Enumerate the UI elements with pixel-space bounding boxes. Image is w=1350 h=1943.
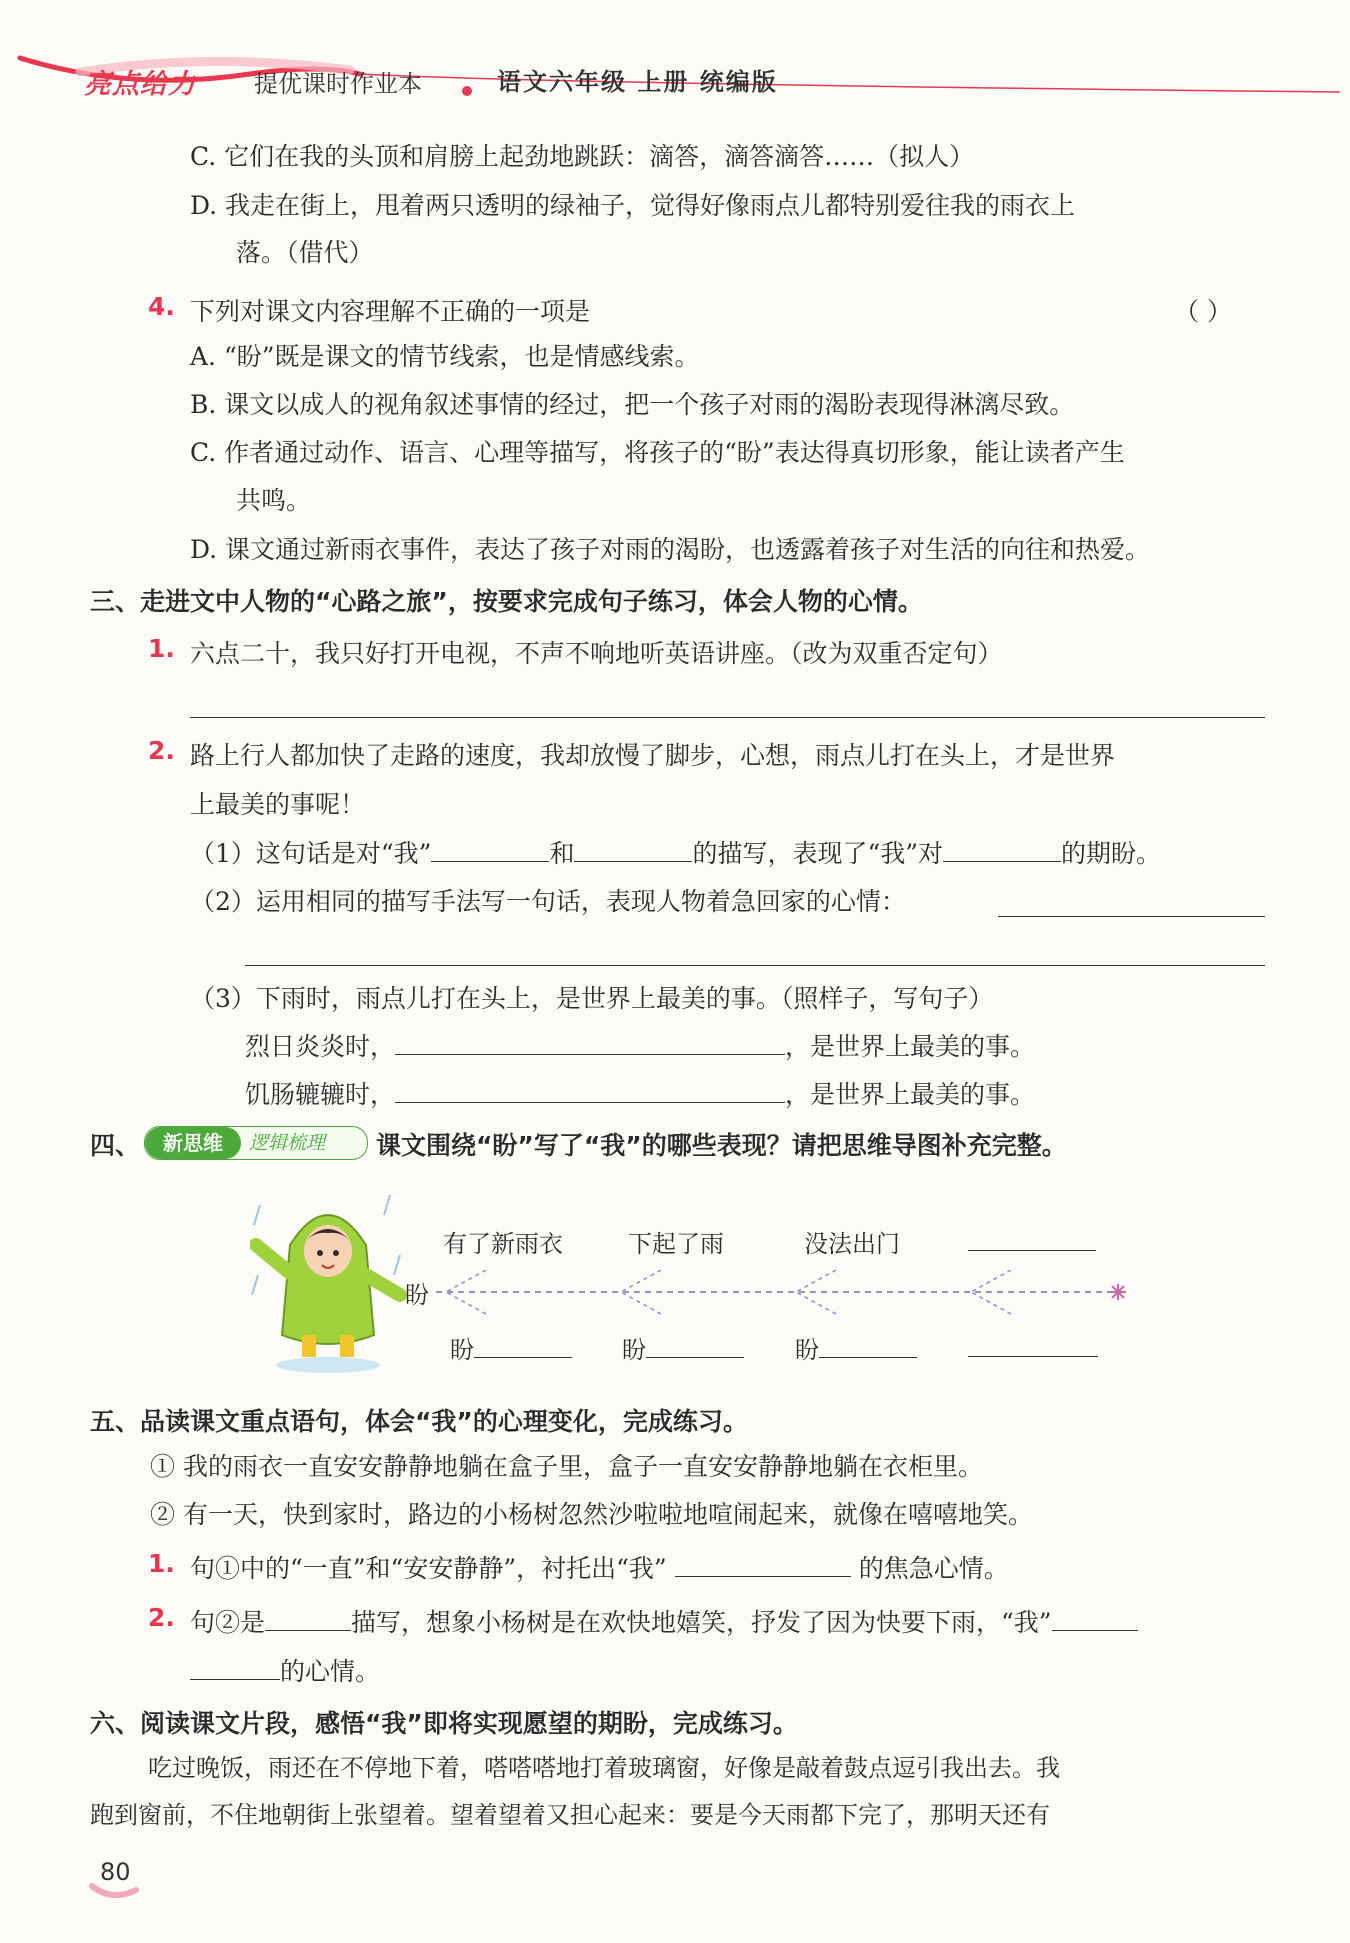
s5-q2-blank1[interactable]	[265, 1606, 351, 1631]
s3-q2-sub3-line2-start: 饥肠辘辘时，	[245, 1080, 396, 1109]
s5-q2-text-b: 描写，想象小杨树是在欢快地嬉笑，抒发了因为快要下雨，“我”	[351, 1608, 1052, 1637]
q3-option-d-line2: 落。（借代）	[236, 238, 374, 267]
s3-q2-sub3-line1	[245, 1027, 1035, 1063]
s3-q2-sub1	[190, 834, 1161, 870]
mindmap-bottom-1	[450, 1330, 572, 1365]
s5-q1-text-b: 的焦急心情。	[858, 1554, 1009, 1583]
badge-tag-label: 逻辑梳理	[249, 1132, 326, 1154]
s3-q2-text-line1: 路上行人都加快了走路的速度，我却放慢了脚步，心想，雨点儿打在头上，才是世界	[190, 741, 1116, 770]
s6-passage-line2: 跑到窗前，不住地朝街上张望着。望着望着又担心起来：要是今天雨都下完了，那明天还有	[90, 1801, 1050, 1829]
header-grade: 语文六年级 上册 统编版	[497, 68, 778, 96]
s3-q1-answer-line[interactable]	[190, 717, 1265, 718]
q4-number: 4.	[148, 292, 175, 321]
s3-q2-text-line2: 上最美的事呢！	[190, 790, 366, 819]
badge-main-label: 新思维	[145, 1127, 241, 1159]
s5-q2-text-a: 句②是	[190, 1608, 266, 1637]
q4-option-c-line2: 共鸣。	[236, 486, 312, 515]
mindmap-bottom-2	[622, 1330, 744, 1365]
s3-q2-sub1-blank3[interactable]	[943, 837, 1061, 862]
s3-q2-sub1-text-c: 的描写，表现了“我”对	[692, 839, 944, 868]
s3-q2-sub2-blank1[interactable]	[998, 916, 1265, 917]
mindmap-top-2: 下起了雨	[628, 1230, 724, 1258]
s3-q2-sub1-text-b: 和	[549, 839, 575, 868]
s3-q2-sub3-line1-start: 烈日炎炎时，	[245, 1032, 396, 1061]
s3-q2-sub3-blank2[interactable]	[395, 1078, 785, 1103]
brand-logo-text: 亮点给力	[84, 69, 196, 100]
s3-q2-sub3-line1-end: ，是世界上最美的事。	[785, 1032, 1036, 1061]
mindmap-bottom-2-blank[interactable]	[646, 1333, 744, 1358]
section-4-prefix: 四、	[90, 1131, 141, 1160]
q4-text: 下列对课文内容理解不正确的一项是	[190, 297, 591, 326]
s3-q2-sub3-blank1[interactable]	[395, 1030, 785, 1055]
s3-q2-sub3-line2-end: ，是世界上最美的事。	[785, 1080, 1036, 1109]
s5-q2-text-c: 的心情。	[280, 1657, 381, 1686]
mindmap-root: 盼	[405, 1281, 429, 1309]
s5-q2-blank2b[interactable]	[190, 1655, 280, 1680]
mindmap-bottom-4-blank[interactable]	[968, 1356, 1098, 1357]
mindmap-top-blank[interactable]	[968, 1250, 1096, 1251]
s3-q2-sub1-blank2[interactable]	[574, 837, 692, 862]
mindmap-fishbone-line	[436, 1270, 1136, 1320]
mindmap-bottom-3-blank[interactable]	[819, 1333, 917, 1358]
s3-q2-number: 2.	[148, 736, 175, 765]
s3-q2-sub3-line2	[245, 1075, 1035, 1111]
mindmap-bottom-3	[795, 1330, 917, 1365]
q3-option-c: C. 它们在我的头顶和肩膀上起劲地跳跃：滴答，滴答滴答……（拟人）	[190, 142, 975, 171]
s5-q2-number: 2.	[148, 1603, 175, 1632]
q4-option-d: D. 课文通过新雨衣事件，表达了孩子对雨的渴盼，也透露着孩子对生活的向往和热爱。	[190, 535, 1151, 564]
s3-q2-sub2-blank2[interactable]	[245, 965, 1265, 966]
s3-q1-text: 六点二十，我只好打开电视，不声不响地听英语讲座。（改为双重否定句）	[190, 639, 1003, 668]
s3-q2-sub3: （3）下雨时，雨点儿打在头上，是世界上最美的事。（照样子，写句子）	[190, 984, 994, 1013]
q4-option-b: B. 课文以成人的视角叙述事情的经过，把一个孩子对雨的渴盼表现得淋漓尽致。	[190, 390, 1075, 419]
s5-q2-text	[190, 1603, 1138, 1639]
s5-q1-text-a: 句①中的“一直”和“安安静静”，衬托出“我”	[190, 1554, 667, 1583]
s5-q1-text	[190, 1549, 1009, 1585]
q3-option-d-line1: D. 我走在街上，甩着两只透明的绿袖子，觉得好像雨点儿都特别爱往我的雨衣上	[190, 191, 1076, 220]
section-5-title: 五、品读课文重点语句，体会“我”的心理变化，完成练习。	[90, 1407, 748, 1436]
mindmap-top-3: 没法出门	[804, 1230, 900, 1258]
s5-sentence-1: ① 我的雨衣一直安安静静地躺在盒子里，盒子一直安安静静地躺在衣柜里。	[150, 1452, 983, 1481]
girl-in-raincoat-illustration	[250, 1185, 410, 1375]
s3-q1-number: 1.	[148, 634, 175, 663]
mindmap-bottom-1-label: 盼	[450, 1336, 474, 1364]
s3-q2-sub1-text-d: 的期盼。	[1061, 839, 1162, 868]
page-number: 80	[100, 1858, 131, 1886]
mindmap-top-1: 有了新雨衣	[443, 1230, 563, 1258]
section-6-title: 六、阅读课文片段，感悟“我”即将实现愿望的期盼，完成练习。	[90, 1709, 798, 1738]
header-dot	[462, 86, 472, 96]
s3-q2-sub1-text-a: （1）这句话是对“我”	[190, 839, 432, 868]
q4-answer-paren[interactable]: （ ）	[1174, 297, 1232, 326]
section-4-title: 课文围绕“盼”写了“我”的哪些表现？请把思维导图补充完整。	[376, 1131, 1067, 1160]
q4-option-c-line1: C. 作者通过动作、语言、心理等描写，将孩子的“盼”表达得真切形象，能让读者产生	[190, 438, 1125, 467]
mindmap-bottom-3-label: 盼	[795, 1336, 819, 1364]
s3-q2-sub1-blank1[interactable]	[431, 837, 549, 862]
s6-passage-line1: 吃过晚饭，雨还在不停地下着，嗒嗒嗒地打着玻璃窗，好像是敲着鼓点逗引我出去。我	[148, 1754, 1060, 1782]
q4-option-a: A. “盼”既是课文的情节线索，也是情感线索。	[190, 342, 700, 371]
s5-q1-blank[interactable]	[675, 1552, 851, 1577]
s3-q2-sub2: （2）运用相同的描写手法写一句话，表现人物着急回家的心情：	[190, 887, 906, 916]
header-subtitle: 提优课时作业本	[254, 70, 422, 98]
s5-q2-blank2a[interactable]	[1052, 1606, 1138, 1631]
mindmap-bottom-1-blank[interactable]	[474, 1333, 572, 1358]
s5-q1-number: 1.	[148, 1549, 175, 1578]
s5-q2-text-line2	[190, 1652, 380, 1688]
s5-sentence-2: ② 有一天，快到家时，路边的小杨树忽然沙啦啦地喧闹起来，就像在嘻嘻地笑。	[150, 1500, 1033, 1529]
section-3-title: 三、走进文中人物的“心路之旅”，按要求完成句子练习，体会人物的心情。	[90, 587, 923, 616]
mindmap-bottom-2-label: 盼	[622, 1336, 646, 1364]
new-thinking-badge	[144, 1126, 368, 1160]
